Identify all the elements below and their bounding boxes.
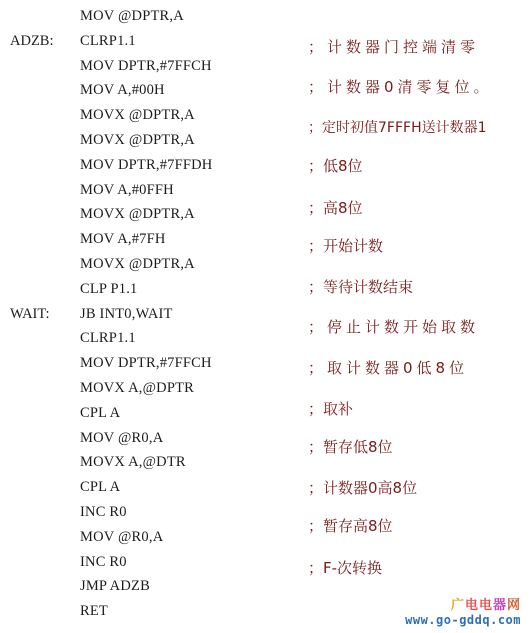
code-line [0, 180, 531, 202]
code-instruction: MOV DPTR,#7FFCH [80, 355, 212, 372]
code-comment: ；计数器0高8位 [308, 479, 418, 497]
code-comment: ；暂存高8位 [308, 517, 393, 535]
code-line [0, 527, 531, 549]
code-instruction: MOV A,#00H [80, 82, 165, 99]
code-instruction: MOV A,#0FFH [80, 181, 174, 198]
code-line [0, 428, 531, 450]
code-line [0, 378, 531, 400]
code-instruction: MOV @R0,A [80, 528, 164, 545]
code-instruction: MOV @DPTR,A [80, 8, 184, 24]
code-instruction: MOVX A,@DPTR [80, 380, 195, 396]
code-label: ADZB: [10, 32, 54, 49]
code-comment: ；停止计数开始取数 [308, 318, 480, 336]
watermark [405, 594, 521, 627]
code-comment: ；开始计数 [308, 237, 384, 255]
code-line [0, 56, 531, 78]
code-line [0, 6, 531, 28]
code-comment: ；F-次转换 [308, 559, 383, 577]
code-instruction: MOVX @DPTR,A [80, 256, 195, 272]
code-line [0, 452, 531, 474]
code-instruction: MOV A,#7FH [80, 231, 166, 248]
code-instruction: MOVX @DPTR,A [80, 107, 195, 124]
watermark-logo-char: 网 [506, 598, 521, 613]
watermark-logo [405, 594, 521, 613]
code-comment: ；定时初值7FFFH送计数器1 [308, 120, 487, 136]
watermark-url: www.go-gddq.com [405, 613, 521, 627]
code-instruction: MOVX @DPTR,A [80, 132, 195, 148]
code-instruction: MOVX A,@DTR [80, 454, 186, 471]
code-line [0, 502, 531, 524]
code-instruction: RET [80, 603, 108, 620]
code-instruction: CPL A [80, 404, 121, 421]
code-instruction: CLRP1.1 [80, 330, 136, 347]
code-instruction: MOV @R0,A [80, 429, 164, 446]
code-comment: ；高8位 [308, 199, 363, 217]
code-comment: ；计数器门控端清零 [308, 38, 480, 56]
code-comment: ；计数器0清零复位。 [308, 78, 493, 96]
code-line [0, 552, 531, 574]
code-line [0, 229, 531, 251]
code-instruction: MOV DPTR,#7FFDH [80, 156, 213, 173]
code-instruction: JMP ADZB [80, 578, 150, 595]
code-instruction: JB INT0,WAIT [80, 305, 173, 322]
code-instruction: CLP P1.1 [80, 280, 138, 297]
code-line [0, 403, 531, 425]
code-line [0, 204, 531, 226]
code-instruction: MOVX @DPTR,A [80, 206, 195, 223]
code-comment: ；取计数器0低8位 [308, 359, 469, 377]
code-instruction: CPL A [80, 479, 121, 496]
code-comment: ；低8位 [308, 157, 363, 175]
code-label: WAIT: [10, 305, 50, 322]
watermark-logo-char: 广 [450, 598, 465, 613]
code-line [0, 477, 531, 499]
code-comment: ；暂存低8位 [308, 438, 393, 456]
code-line [0, 254, 531, 276]
watermark-logo-char: 电 [464, 598, 479, 613]
watermark-logo-char: 电 [478, 598, 493, 613]
watermark-logo-char: 器 [492, 598, 507, 613]
code-instruction: CLRP1.1 [80, 32, 136, 49]
code-line [0, 155, 531, 177]
code-instruction: MOV DPTR,#7FFCH [80, 57, 212, 74]
code-comment: ；等待计数结束 [308, 278, 414, 296]
code-instruction: INC R0 [80, 504, 127, 520]
code-comment: ；取补 [308, 400, 354, 418]
code-instruction: INC R0 [80, 553, 127, 570]
code-line [0, 279, 531, 301]
